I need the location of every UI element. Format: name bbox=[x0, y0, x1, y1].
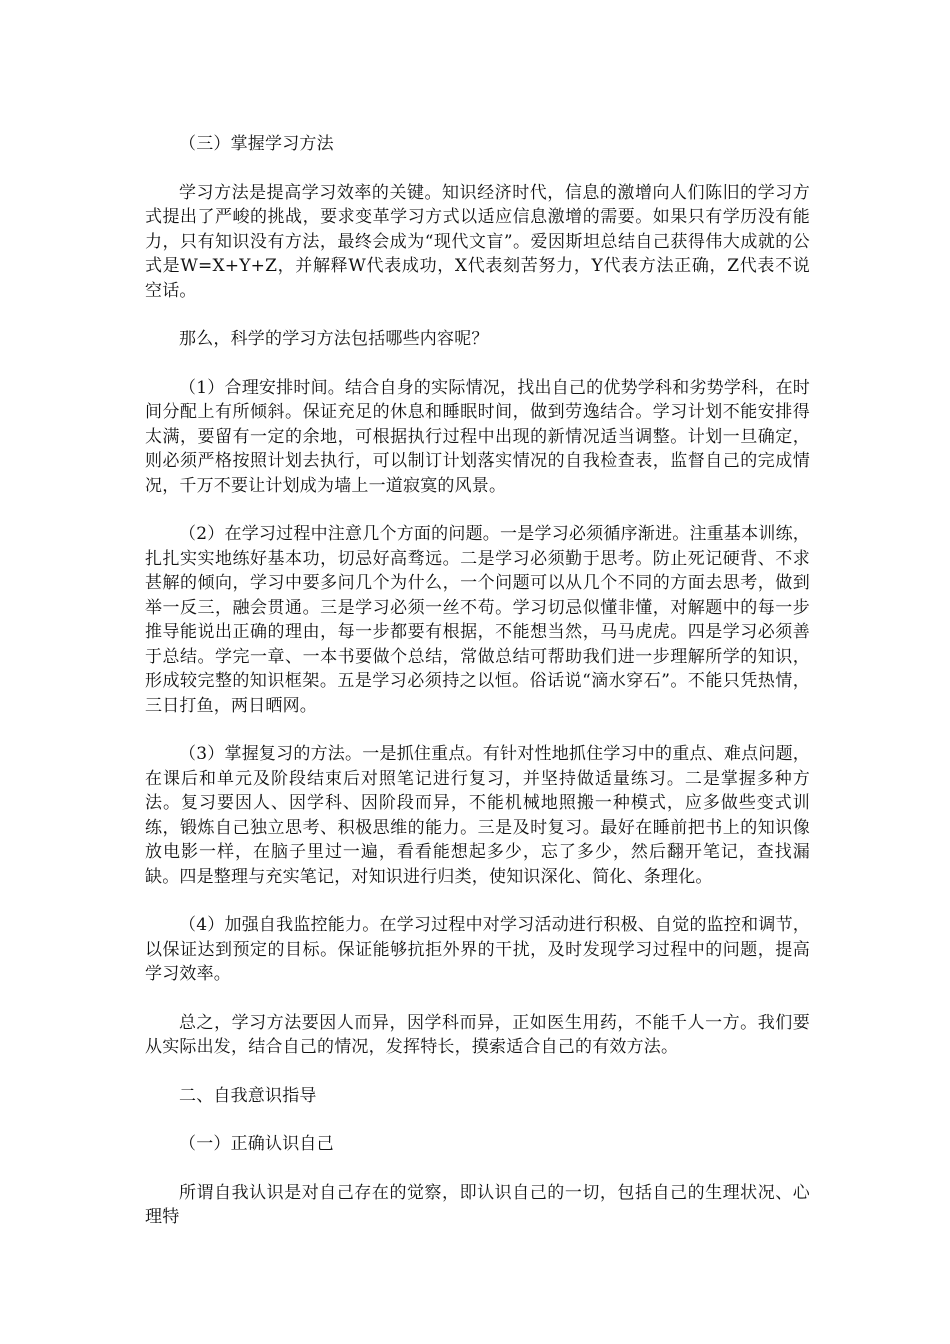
paragraph-summary: 总之，学习方法要因人而异，因学科而异，正如医生用药，不能千人一方。我们要从实际出发，结合自己的情况，发挥特长，摸索适合自己的有效方法。 bbox=[145, 1012, 810, 1057]
paragraph-item-3: （3）掌握复习的方法。一是抓住重点。有针对性地抓住学习中的重点、难点问题，在课后和单元及阶段结束后对照笔记进行复习，并坚持做适量练习。二是掌握多种方法。复习要因人、因学科、因阶段而异，不能机械地照搬一种模式，应多做些变式训练，锻炼自己独立思考、积极思维的能力。三是及时复习。最好在睡前把书上的知识像放电影一样，在脑子里过一遍，看看能想起多少，忘了多少，然后翻开笔记，查找漏缺。四是整理与充实笔记，对知识进行归类，使知识深化、简化、条理化。 bbox=[145, 744, 810, 887]
document-body bbox=[145, 132, 810, 1230]
paragraph-item-2: （2）在学习过程中注意几个方面的问题。一是学习必须循序渐进。注重基本训练，扎扎实实地练好基本功，切忌好高骛远。二是学习必须勤于思考。防止死记硬背、不求甚解的倾向，学习中要多问几个为什么，一个问题可以从几个不同的方面去思考，做到举一反三，融会贯通。三是学习必须一丝不苟。学习切忌似懂非懂，对解题中的每一步推导能说出正确的理由，每一步都要有根据，不能想当然，马马虎虎。四是学习必须善于总结。学完一章、一本书要做个总结，常做总结可帮助我们进一步理解所学的知识，形成较完整的知识框架。五是学习必须持之以恒。俗话说“滴水穿石”。不能只凭热情，三日打鱼，两日晒网。 bbox=[145, 524, 810, 716]
paragraph-gap bbox=[145, 1157, 810, 1181]
paragraph-gap bbox=[145, 889, 810, 913]
paragraph-item-1: （1）合理安排时间。结合自身的实际情况，找出自己的优势学科和劣势学科，在时间分配上有所倾斜。保证充足的休息和睡眠时间，做到劳逸结合。学习计划不能安排得太满，要留有一定的余地，可根据执行过程中出现的新情况适当调整。计划一旦确定，则必须严格按照计划去执行，可以制订计划落实情况的自我检查表，监督自己的完成情况，千万不要让计划成为墙上一道寂寞的风景。 bbox=[145, 377, 810, 496]
section-heading-study-methods: （三）掌握学习方法 bbox=[179, 134, 334, 154]
paragraph-item-4: （4）加强自我监控能力。在学习过程中对学习活动进行积极、自觉的监控和调节，以保证达到预定的目标。保证能够抗拒外界的干扰，及时发现学习过程中的问题，提高学习效率。 bbox=[145, 915, 810, 984]
paragraph-gap bbox=[145, 987, 810, 1011]
paragraph-gap bbox=[145, 1108, 810, 1132]
paragraph-gap bbox=[145, 718, 810, 742]
paragraph-gap bbox=[145, 498, 810, 522]
subsection-heading-know-yourself: （一）正确认识自己 bbox=[179, 1134, 334, 1154]
paragraph-gap bbox=[145, 352, 810, 376]
paragraph-study-method-intro: 学习方法是提高学习效率的关键。知识经济时代，信息的激增向人们陈旧的学习方式提出了严峻的挑战，要求变革学习方式以适应信息激增的需要。如果只有学历没有能力，只有知识没有方法，最终会成为“现代文盲”。爱因斯坦总结自己获得伟大成就的公式是W=X+Y+Z，并解释W代表成功，X代表刻苦努力，Y代表方法正确，Z代表不说空话。 bbox=[145, 182, 810, 301]
section-heading-self-awareness: 二、自我意识指导 bbox=[179, 1085, 317, 1106]
paragraph-gap bbox=[145, 303, 810, 327]
paragraph-gap bbox=[145, 1060, 810, 1084]
paragraph-self-recognition: 所谓自我认识是对自己存在的觉察，即认识自己的一切，包括自己的生理状况、心理特 bbox=[145, 1182, 810, 1227]
paragraph-question: 那么，科学的学习方法包括哪些内容呢？ bbox=[179, 329, 489, 349]
paragraph-gap bbox=[145, 157, 810, 181]
